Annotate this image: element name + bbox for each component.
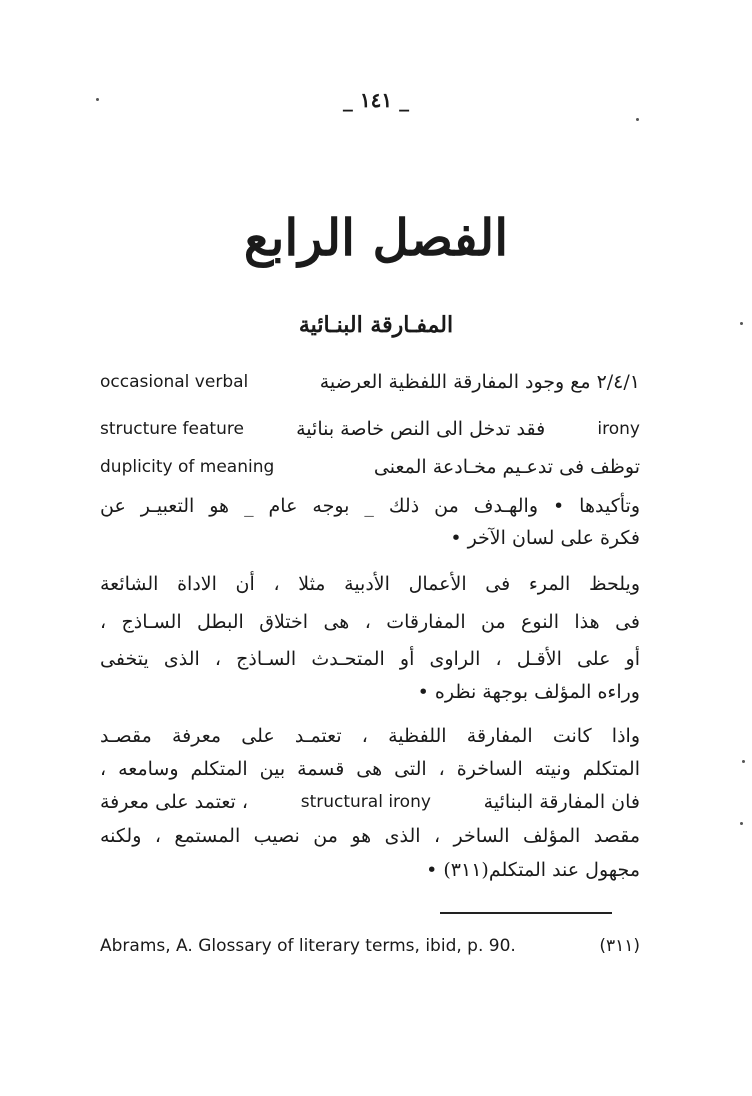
text-line-1 (100, 364, 640, 400)
text-line-3 (100, 449, 640, 485)
text-line-4 (100, 488, 640, 524)
arabic-text: ويلحظ المرء فى الأعمال الأدبية مثلا ، أن الاداة الشائعة (100, 573, 640, 595)
english-term: occasional verbal (100, 372, 249, 392)
arabic-text: فى هذا النوع من المفارقات ، هى اختلاق البطل السـاذج ، (100, 611, 640, 633)
scan-speck (742, 760, 745, 763)
arabic-text: وتأكيدها • والهـدف من ذلك _ بوجه عام _ هو التعبيـر عن (100, 495, 640, 517)
text-line-5 (100, 520, 640, 556)
scan-speck (636, 118, 639, 121)
arabic-text: وراءه المؤلف بوجهة نظره • (417, 681, 640, 703)
arabic-text: توظف فى تدعـيم مخـادعة المعنى (373, 456, 640, 478)
text-line-7 (100, 604, 640, 640)
arabic-text: مقصد المؤلف الساخر ، الذى هو من نصيب المستمع ، ولكنه (100, 825, 640, 847)
arabic-text: فقد تدخل الى النص خاصة بنائية (296, 418, 546, 440)
arabic-text: فكرة على لسان الآخر • (450, 527, 640, 549)
english-term: irony (597, 419, 640, 439)
page-number: _ ١٤١ _ (342, 88, 410, 112)
text-line-10 (100, 718, 640, 754)
text-line-11 (100, 751, 640, 787)
scan-speck (96, 98, 99, 101)
english-term: structural irony (300, 792, 431, 812)
chapter-title: الفصل الرابع (243, 208, 509, 267)
english-term: structure feature (100, 419, 244, 439)
footnote (100, 936, 640, 956)
scan-speck (740, 822, 743, 825)
footnote-divider (440, 912, 612, 914)
footnote-text: Abrams, A. Glossary of literary terms, ibid, p. 90. (100, 936, 516, 956)
text-line-6 (100, 566, 640, 602)
arabic-text: أو على الأقـل ، الراوى أو المتحـدث السـاذج ، الذى يتخفى (100, 648, 640, 670)
english-term: duplicity of meaning (100, 457, 275, 477)
text-line-2 (100, 411, 640, 447)
text-line-8 (100, 641, 640, 677)
scan-speck (740, 322, 743, 325)
text-line-9 (100, 674, 640, 710)
arabic-text: المتكلم ونيته الساخرة ، التى هى قسمة بين المتكلم وسامعه ، (100, 758, 640, 780)
arabic-text: ، تعتمد على معرفة (100, 791, 248, 813)
text-line-14 (100, 852, 640, 888)
arabic-text: واذا كانت المفارقة اللفظية ، تعتمـد على معرفة مقصـد (100, 725, 640, 747)
arabic-text: فان المفارقة البنائية (483, 791, 640, 813)
text-line-13 (100, 818, 640, 854)
arabic-text: مجهول عند المتكلم(٣١١) • (426, 859, 640, 881)
section-title: المفـارقة البنـائية (298, 312, 454, 338)
text-line-12 (100, 784, 640, 820)
footnote-marker: (٣١١) (599, 936, 640, 956)
arabic-text: ٢/٤/١ مع وجود المفارقة اللفظية العرضية (319, 371, 640, 393)
